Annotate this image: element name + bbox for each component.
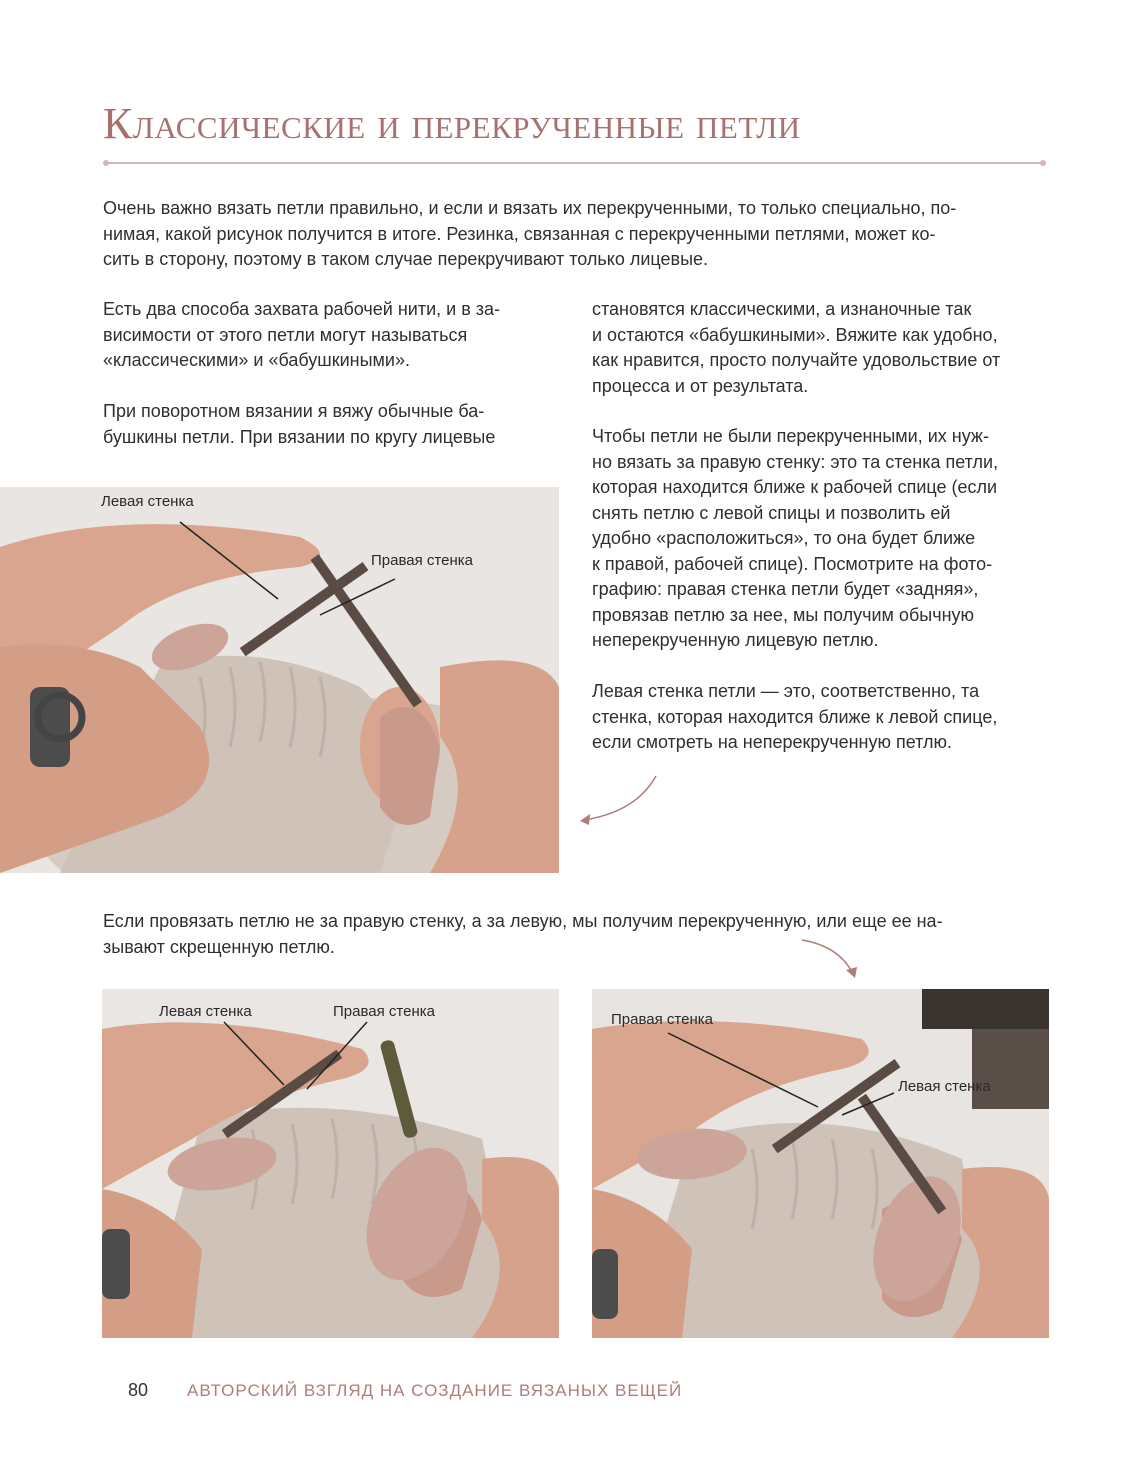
right-paragraph-2: Чтобы петли не были перекрученными, их нуж- но вязать за правую стенку: это та стенка петли, которая находится ближе к рабочей спице (если снять петлю с левой спицы и позволить ей удобно «расположиться», то она будет ближе к правой, рабочей спице). Посмотрите на фото- графию: правая стенка петли будет «задняя», провязав петлю за нее, мы получим обычную неперекрученную лицевую петлю. xyxy=(592,426,999,650)
right-paragraph-1: становятся классическими, а изнаночные так и остаются «бабушкиными». Вяжите как удобно, как нравится, просто получайте удовольствие от процесса и от результата. xyxy=(592,299,1001,396)
label-right-wall: Правая стенка xyxy=(333,1003,435,1020)
right-paragraph-3: Левая стенка петли — это, соответственно, та стенка, которая находится ближе к левой спице, если смотреть на неперекрученную петлю. xyxy=(592,681,998,752)
photo-right-wall xyxy=(0,487,559,873)
curved-arrow-icon xyxy=(576,772,662,830)
photo-twisted-left xyxy=(102,989,559,1338)
label-right-wall: Правая стенка xyxy=(611,1011,713,1028)
title-divider xyxy=(103,160,1046,166)
label-right-wall: Правая стенка xyxy=(371,552,473,569)
knitting-photo-illustration xyxy=(0,487,559,873)
intro-paragraph: Очень важно вязать петли правильно, и если и вязать их перекрученными, то только специально, по- нимая, какой рисунок получится в итоге. Резинка, связанная с перекрученными петлями, может ко- сить в сторону, поэтому в таком случае перекручивают только лицевые. xyxy=(103,198,957,269)
knitting-photo-illustration xyxy=(102,989,559,1338)
knitting-photo-illustration xyxy=(592,989,1049,1338)
label-left-wall: Левая стенка xyxy=(898,1078,991,1095)
page-title: Классические и перекрученные петли xyxy=(103,99,801,148)
running-footer: АВТОРСКИЙ ВЗГЛЯД НА СОЗДАНИЕ ВЯЗАНЫХ ВЕЩЕЙ xyxy=(187,1381,683,1400)
curved-arrow-icon xyxy=(798,934,860,980)
left-paragraph-2: При поворотном вязании я вяжу обычные ба- бушкины петли. При вязании по кругу лицевые xyxy=(103,401,496,447)
page-number: 80 xyxy=(128,1380,149,1400)
photo-twisted-right xyxy=(592,989,1049,1338)
label-left-wall: Левая стенка xyxy=(101,493,194,510)
left-paragraph-1: Есть два способа захвата рабочей нити, и в за- висимости от этого петли могут называться «классическими» и «бабушкиными». xyxy=(103,299,501,370)
bottom-paragraph: Если провязать петлю не за правую стенку, а за левую, мы получим перекрученную, или еще ее на- зывают скрещенную петлю. xyxy=(103,911,943,957)
label-left-wall: Левая стенка xyxy=(159,1003,252,1020)
